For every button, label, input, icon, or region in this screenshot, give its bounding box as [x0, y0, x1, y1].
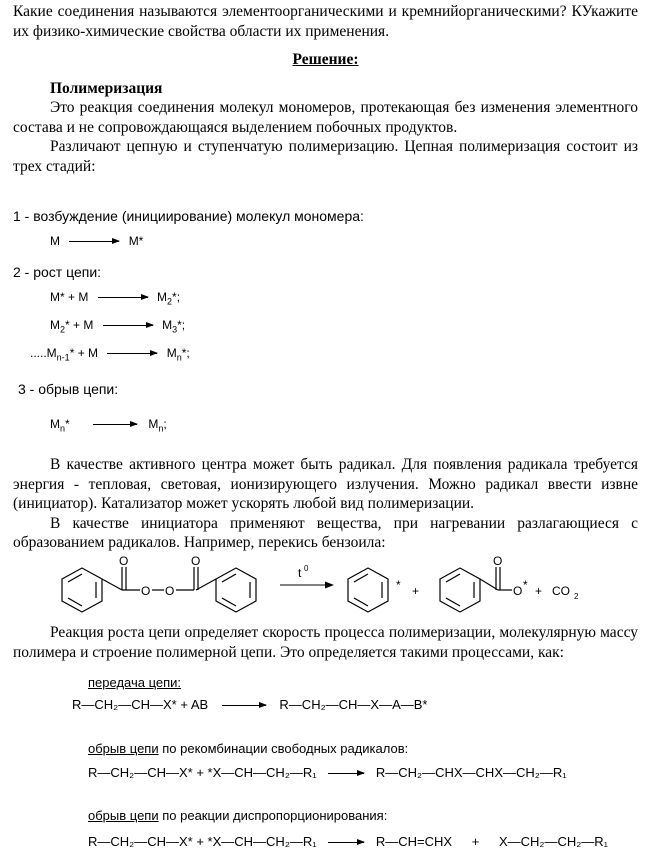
reaction-arrow — [328, 773, 364, 774]
reaction-arrow — [222, 705, 266, 706]
equation-recombination: R—CH₂—CH—X* + *X—CH—CH₂—R₁ R—CH₂—CHX—CHX—CH₂—R₁ — [88, 765, 567, 780]
document-page — [13, 2, 638, 176]
oxygen-label: O — [493, 555, 503, 568]
reaction-arrow — [280, 582, 334, 589]
stage-3-label: 3 - обрыв цепи: — [18, 381, 119, 397]
reaction-arrow — [103, 325, 153, 326]
equation-disproportionation: R—CH₂—CH—X* + *X—CH—CH₂—R₁ R—CH=CHX + X—CH₂—CH₂—R₁ — [88, 834, 609, 849]
equation-growth-2: $M_2* + M$ $M_3*$; — [50, 318, 186, 335]
radical-star: * — [396, 578, 401, 592]
paragraph-types: Различают цепную и ступенчатую полимеризацию. Цепная полимеризация состоит из трех стадий: — [13, 138, 638, 175]
oxygen-label: O — [191, 555, 201, 568]
transfer-label: передача цепи: — [88, 675, 182, 690]
paragraph-initiator: В качестве инициатора применяют вещества, при нагревании разлагающиеся с образованием радикалов. Например, перекись бензоила: — [13, 514, 638, 551]
document-page-middle — [13, 455, 638, 553]
equation-initiation: M M* — [50, 234, 144, 248]
co2-label: CO — [552, 584, 570, 598]
plus-sign: + — [535, 584, 543, 598]
reaction-arrow — [328, 842, 364, 843]
disproportionation-label: обрыв цепи по реакции диспропорционирования: — [88, 808, 388, 823]
stage-2-label: 2 - рост цепи: — [13, 264, 102, 280]
reaction-arrow — [98, 297, 148, 298]
benzoyl-peroxide-scheme — [0, 555, 647, 625]
oxygen-label: O — [165, 584, 175, 598]
recombination-label: обрыв цепи по рекомбинации свободных радикалов: — [88, 741, 409, 756]
plus-sign: + — [412, 584, 420, 598]
radical-star: * — [523, 578, 528, 592]
question-text: Какие соединения называются элементоорганическими и кремнийорганическими? КУкажите их физико-химические свойства области их применения. — [13, 3, 638, 40]
document-page-lower — [13, 623, 638, 662]
heat-superscript: 0 — [304, 564, 309, 573]
stage-1-label: 1 - возбуждение (инициирование) молекул мономера: — [13, 208, 364, 224]
equation-growth-1: M* + M $M_2*$; — [50, 290, 181, 307]
equation-termination: $M_n*$ $M_n$; — [50, 417, 167, 434]
co2-subscript: 2 — [574, 592, 579, 601]
equation-growth-n: $.....M_{n-1}* + M$ $M_n*$; — [30, 346, 190, 363]
equation-transfer: R—CH₂—CH—X* + AB R—CH₂—CH—X—A—B* — [72, 697, 428, 712]
solution-title: Решение: — [292, 51, 359, 68]
oxygen-label: O — [513, 584, 523, 598]
oxygen-label: O — [141, 584, 151, 598]
reaction-arrow — [69, 241, 119, 242]
reaction-arrow — [107, 353, 157, 354]
paragraph-definition: Это реакция соединения молекул мономеров, протекающая без изменения элементного состава и не сопровождающаяся выделением побочных продуктов. — [13, 99, 638, 136]
heat-label: t — [298, 566, 302, 580]
reaction-arrow — [93, 424, 137, 425]
oxygen-label: O — [119, 555, 129, 568]
paragraph-radical: В качестве активного центра может быть радикал. Для появления радикала требуется энергия - тепловая, световая, ионизирующего излучения. Можно радикал ввести извне (инициатор). Катализатор может ускорять любой вид полимеризации. — [13, 456, 638, 512]
section-title: Полимеризация — [50, 79, 163, 97]
paragraph-chain-growth: Реакция роста цепи определяет скорость процесса полимеризации, молекулярную массу полимера и строение полимерной цепи. Это определяется такими процессами, как: — [13, 624, 638, 661]
